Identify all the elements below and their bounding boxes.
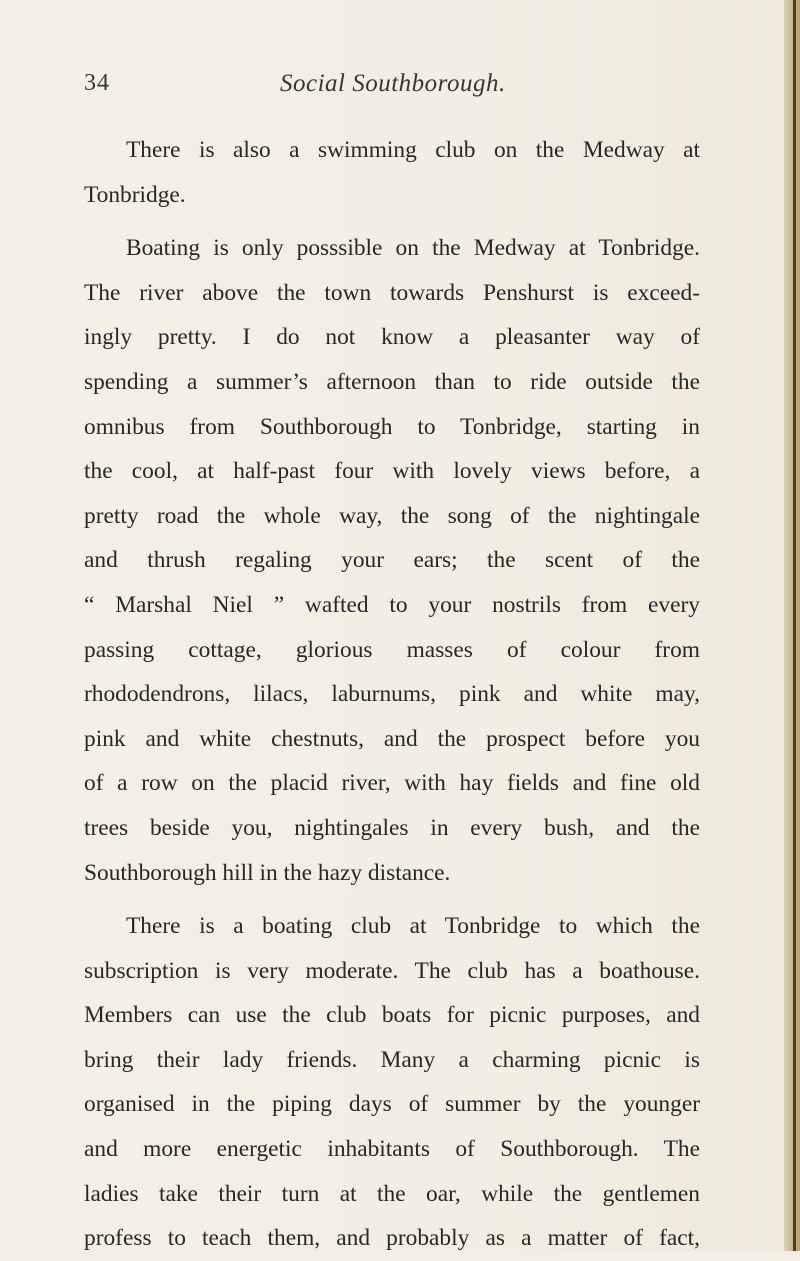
text-line: “ Marshal Niel ” wafted to your nostrils from every — [84, 591, 700, 618]
text-line: spending a summer’s afternoon than to ride outside the — [84, 368, 700, 395]
text-line: passing cottage, glorious masses of colour from — [84, 636, 700, 663]
text-line: ingly pretty. I do not know a pleasanter way of — [84, 324, 700, 351]
text-line: rhododendrons, lilacs, laburnums, pink and white may, — [84, 681, 700, 708]
text-line: There is also a swimming club on the Medway at — [126, 137, 700, 163]
text-line: Southborough hill in the hazy distance. — [84, 859, 451, 886]
text-line: profess to teach them, and probably as a matter of fact, — [84, 1225, 700, 1252]
text-line: There is a boating club at Tonbridge to which the — [126, 913, 700, 940]
text-line: and more energetic inhabitants of Southborough. The — [84, 1136, 700, 1163]
paragraph — [84, 226, 700, 895]
text-line: organised in the piping days of summer by the younger — [84, 1091, 700, 1118]
paragraph — [84, 128, 700, 217]
page-number: 34 — [84, 70, 110, 96]
text-line: omnibus from Southborough to Tonbridge, starting in — [84, 413, 700, 440]
text-line: Boating is only posssible on the Medway at Tonbridge. — [126, 235, 700, 262]
text-line: ladies take their turn at the oar, while the gentlemen — [84, 1180, 700, 1207]
running-head: Social Southborough. — [280, 70, 506, 97]
text-line: Members can use the club boats for picnic purposes, and — [84, 1002, 700, 1029]
text-line: subscription is very moderate. The club has a boathouse. — [84, 957, 700, 984]
body-text — [84, 128, 700, 1261]
text-line: of a row on the placid river, with hay fields and fine old — [84, 770, 700, 797]
text-line: bring their lady friends. Many a charming picnic is — [84, 1046, 700, 1073]
paragraph — [84, 904, 700, 1261]
text-line: pretty road the whole way, the song of the nightingale — [84, 502, 700, 529]
page-header — [84, 70, 704, 106]
text-line: the cool, at half-past four with lovely views before, a — [84, 458, 700, 485]
text-line: pink and white chestnuts, and the prospect before you — [84, 725, 700, 752]
text-line: trees beside you, nightingales in every bush, and the — [84, 814, 700, 841]
text-line: and thrush regaling your ears; the scent of the — [84, 547, 700, 574]
page-edge — [784, 0, 800, 1251]
page-edge-shadow — [793, 0, 796, 1251]
text-line: The river above the town towards Penshurst is exceed- — [84, 279, 700, 306]
text-line: Tonbridge. — [84, 181, 186, 208]
